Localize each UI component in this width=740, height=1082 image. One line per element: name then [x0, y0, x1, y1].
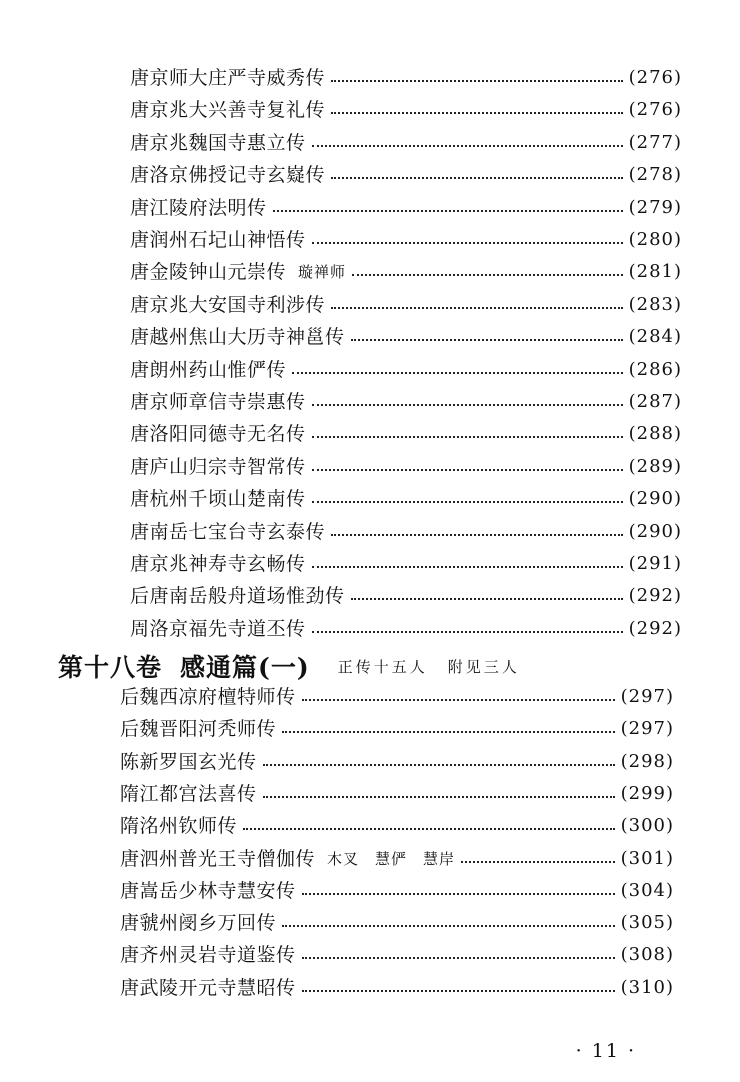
entry-page-number: (278): [628, 164, 682, 186]
dot-leader: [312, 242, 623, 244]
toc-entry: [130, 516, 682, 548]
entry-page-number: (283): [628, 293, 682, 315]
dot-leader: [312, 631, 623, 633]
entry-page-number: (291): [628, 553, 682, 574]
entry-page-number: (290): [628, 520, 682, 542]
section-name: 感通篇(一): [180, 653, 310, 682]
dot-leader: [331, 80, 623, 82]
entry-title: 唐越州焦山大历寺神邕传: [130, 326, 345, 349]
entry-annotation: 慧岸: [423, 849, 456, 868]
entry-title: 唐京兆大兴善寺复礼传: [130, 99, 326, 122]
entry-title: 陈新罗国玄光传: [120, 750, 257, 773]
dot-leader: [461, 861, 615, 863]
entry-title: 唐泗州普光王寺僧伽传: [120, 847, 316, 870]
entry-page-number: (286): [628, 358, 682, 380]
entry-page-number: (276): [628, 67, 682, 88]
toc-entry: [120, 843, 674, 875]
toc-entry: [130, 127, 682, 159]
entry-page-number: (297): [620, 686, 674, 707]
dot-leader: [331, 307, 623, 309]
entry-title: 唐嵩岳少林寺慧安传: [120, 879, 296, 902]
dot-leader: [351, 339, 623, 341]
toc-entry: [120, 907, 674, 939]
entry-title: 后魏西凉府檀特师传: [120, 686, 296, 708]
entry-title: 唐洛京佛授记寺玄嶷传: [130, 164, 326, 187]
toc-entry: [120, 875, 674, 907]
toc-entry: [130, 192, 682, 224]
dot-leader: [282, 925, 615, 927]
entry-title: 隋洺州钦师传: [120, 815, 238, 838]
entry-page-number: (305): [620, 912, 674, 934]
entry-page-number: (300): [620, 815, 674, 837]
entry-title: 唐京兆魏国寺惠立传: [130, 131, 306, 154]
dot-leader: [282, 731, 615, 733]
entry-page-number: (281): [628, 261, 682, 283]
toc-entry: [130, 256, 682, 288]
entry-title: 唐朗州药山惟俨传: [130, 358, 287, 381]
toc-entry: [130, 289, 682, 321]
entry-title: 唐齐州灵岩寺道鉴传: [120, 944, 296, 967]
toc-entry: [130, 451, 682, 483]
entry-title: 唐杭州千顷山楚南传: [130, 488, 306, 511]
toc-entry: [130, 321, 682, 353]
toc-entry: [130, 418, 682, 450]
dot-leader: [302, 990, 615, 992]
dot-leader: [302, 957, 615, 959]
dot-leader: [351, 598, 623, 600]
entry-page-number: (297): [620, 718, 674, 740]
entry-page-number: (290): [628, 488, 682, 510]
entry-title: 唐京兆神寿寺玄畅传: [130, 553, 306, 575]
section-heading: [58, 646, 520, 686]
dot-leader: [243, 828, 615, 830]
entry-title: 唐京兆大安国寺利涉传: [130, 293, 326, 316]
entry-page-number: (284): [628, 326, 682, 348]
entry-title: 唐洛阳同德寺无名传: [130, 423, 306, 446]
entry-title: 唐京师大庄严寺威秀传: [130, 67, 326, 89]
section-extra: 附见三人: [447, 657, 520, 676]
toc-entry: [130, 580, 682, 612]
entry-page-number: (298): [620, 750, 674, 772]
entry-title: 唐虢州阌乡万回传: [120, 912, 277, 935]
entry-page-number: (292): [628, 617, 682, 639]
toc-entry: [130, 224, 682, 256]
dot-leader: [273, 210, 623, 212]
entry-page-number: (276): [628, 99, 682, 121]
entry-page-number: (299): [620, 782, 674, 804]
entry-page-number: (310): [620, 976, 674, 998]
toc-entry: [120, 939, 674, 971]
toc-entry: [130, 62, 682, 94]
entry-title: 唐南岳七宝台寺玄泰传: [130, 520, 326, 543]
toc-entry: [120, 746, 674, 778]
entry-page-number: (277): [628, 131, 682, 153]
entry-page-number: (289): [628, 455, 682, 477]
entry-page-number: (279): [628, 196, 682, 218]
toc-entry: [120, 681, 674, 713]
dot-leader: [352, 274, 623, 276]
dot-leader: [312, 469, 623, 471]
toc-entry: [130, 548, 682, 580]
toc-entry: [130, 354, 682, 386]
toc-entry: [120, 810, 674, 842]
section-count: 正传十五人: [337, 657, 428, 676]
entry-title: 隋江都宫法喜传: [120, 782, 257, 805]
toc-entry: [120, 778, 674, 810]
entry-page-number: (304): [620, 879, 674, 901]
entry-page-number: (308): [620, 944, 674, 966]
entry-annotation: 木叉: [327, 849, 360, 868]
dot-leader: [331, 177, 623, 179]
toc-entry: [130, 386, 682, 418]
toc-entry: [130, 613, 682, 645]
toc-entry: [120, 713, 674, 745]
entry-title: 唐京师章信寺崇惠传: [130, 391, 306, 413]
entry-page-number: (287): [628, 391, 682, 412]
dot-leader: [331, 112, 623, 114]
dot-leader: [312, 145, 623, 147]
toc-entry: [130, 159, 682, 191]
page-number: · 11 ·: [575, 1040, 636, 1062]
dot-leader: [312, 436, 623, 438]
entry-page-number: (301): [620, 847, 674, 869]
entry-page-number: (292): [628, 585, 682, 607]
entry-title: 唐金陵钟山元崇传: [130, 261, 287, 284]
entry-annotation: 璇禅师: [298, 263, 347, 282]
toc-entry: [120, 972, 674, 1004]
dot-leader: [302, 699, 615, 701]
toc-entry: [130, 94, 682, 126]
entry-title: 唐武陵开元寺慧昭传: [120, 976, 296, 999]
entry-annotation: 慧俨: [375, 849, 408, 868]
entry-page-number: (280): [628, 229, 682, 250]
entry-title: 唐庐山归宗寺智常传: [130, 455, 306, 478]
dot-leader: [292, 372, 623, 374]
dot-leader: [331, 534, 623, 536]
entry-title: 唐润州石圮山神悟传: [130, 229, 306, 251]
entry-title: 后唐南岳般舟道场惟劲传: [130, 585, 345, 608]
dot-leader: [312, 404, 623, 406]
entry-title: 唐江陵府法明传: [130, 196, 267, 219]
dot-leader: [302, 893, 615, 895]
entry-page-number: (288): [628, 423, 682, 445]
dot-leader: [263, 764, 615, 766]
toc-entry: [130, 483, 682, 515]
dot-leader: [312, 501, 623, 503]
dot-leader: [263, 796, 615, 798]
entry-title: 周洛京福先寺道丕传: [130, 617, 306, 640]
entry-title: 后魏晋阳河秃师传: [120, 718, 277, 741]
volume-label: 第十八卷: [58, 653, 163, 682]
dot-leader: [312, 566, 623, 568]
